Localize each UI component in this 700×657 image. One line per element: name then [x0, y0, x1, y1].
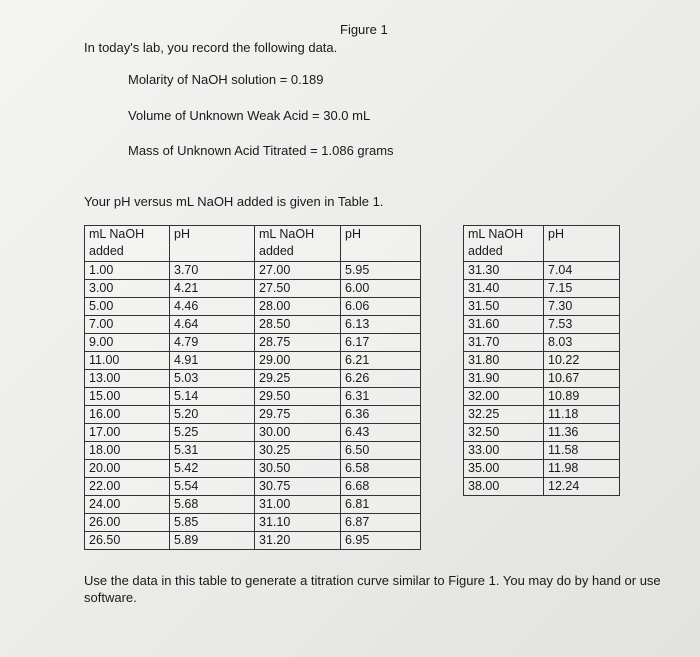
table-row: [464, 424, 620, 442]
cell-ml-naoh: 38.00: [464, 478, 544, 496]
cell-ph: 11.58: [544, 442, 620, 460]
cell-ml-naoh: 30.75: [255, 478, 341, 496]
cell-ph: 5.95: [341, 262, 421, 280]
intro-text: In today's lab, you record the following data.: [84, 40, 338, 55]
table-row: [464, 298, 620, 316]
cell-ph: 5.14: [170, 388, 255, 406]
cell-ml-naoh: 5.00: [85, 298, 170, 316]
table-row: [464, 370, 620, 388]
cell-ph: 5.42: [170, 460, 255, 478]
cell-ph: 7.15: [544, 280, 620, 298]
cell-ml-naoh: 30.25: [255, 442, 341, 460]
header-ml-naoh: mL NaOH added: [464, 226, 544, 262]
cell-ml-naoh: 18.00: [85, 442, 170, 460]
table-row: [85, 460, 421, 478]
cell-ph: 5.85: [170, 514, 255, 532]
cell-ph: 6.95: [341, 532, 421, 550]
table-row: [85, 334, 421, 352]
header-ml-naoh: mL NaOH added: [85, 226, 170, 262]
cell-ph: 11.98: [544, 460, 620, 478]
cell-ph: 4.79: [170, 334, 255, 352]
cell-ph: 11.18: [544, 406, 620, 424]
cell-ml-naoh: 33.00: [464, 442, 544, 460]
table-row: [85, 424, 421, 442]
cell-ph: 6.21: [341, 352, 421, 370]
table-header-row: [85, 226, 421, 262]
header-ph: pH: [170, 226, 255, 262]
cell-ph: 6.58: [341, 460, 421, 478]
cell-ph: 4.91: [170, 352, 255, 370]
cell-ph: 7.04: [544, 262, 620, 280]
data-table-right: [463, 225, 620, 496]
cell-ml-naoh: 28.50: [255, 316, 341, 334]
cell-ml-naoh: 20.00: [85, 460, 170, 478]
cell-ph: 5.89: [170, 532, 255, 550]
cell-ml-naoh: 26.00: [85, 514, 170, 532]
mass-line: Mass of Unknown Acid Titrated = 1.086 grams: [128, 143, 394, 158]
cell-ph: 6.81: [341, 496, 421, 514]
cell-ml-naoh: 31.00: [255, 496, 341, 514]
header-ph: pH: [544, 226, 620, 262]
cell-ph: 6.68: [341, 478, 421, 496]
cell-ph: 6.31: [341, 388, 421, 406]
cell-ph: 7.30: [544, 298, 620, 316]
cell-ml-naoh: 15.00: [85, 388, 170, 406]
cell-ph: 6.26: [341, 370, 421, 388]
cell-ph: 5.54: [170, 478, 255, 496]
instructions-footnote: Use the data in this table to generate a titration curve similar to Figure 1. You may do by hand or use software.: [84, 573, 661, 605]
volume-line: Volume of Unknown Weak Acid = 30.0 mL: [128, 108, 371, 123]
cell-ph: 5.20: [170, 406, 255, 424]
table-row: [464, 406, 620, 424]
table-row: [85, 478, 421, 496]
cell-ml-naoh: 28.00: [255, 298, 341, 316]
table-row: [85, 442, 421, 460]
table-row: [85, 370, 421, 388]
cell-ml-naoh: 31.50: [464, 298, 544, 316]
table-row: [85, 316, 421, 334]
cell-ph: 8.03: [544, 334, 620, 352]
cell-ml-naoh: 31.20: [255, 532, 341, 550]
table-row: [464, 460, 620, 478]
table-row: [85, 514, 421, 532]
header-ml-naoh: mL NaOH added: [255, 226, 341, 262]
cell-ph: 10.67: [544, 370, 620, 388]
cell-ml-naoh: 31.70: [464, 334, 544, 352]
table-row: [85, 496, 421, 514]
cell-ml-naoh: 35.00: [464, 460, 544, 478]
data-table-left: [84, 225, 421, 550]
cell-ph: 5.25: [170, 424, 255, 442]
table-row: [464, 388, 620, 406]
cell-ph: 6.17: [341, 334, 421, 352]
cell-ph: 3.70: [170, 262, 255, 280]
table-row: [464, 262, 620, 280]
cell-ml-naoh: 31.40: [464, 280, 544, 298]
cell-ml-naoh: 29.75: [255, 406, 341, 424]
figure-label: Figure 1: [340, 22, 388, 37]
cell-ml-naoh: 32.25: [464, 406, 544, 424]
table-intro-text: Your pH versus mL NaOH added is given in Table 1.: [84, 194, 384, 209]
cell-ml-naoh: 27.00: [255, 262, 341, 280]
cell-ml-naoh: 29.00: [255, 352, 341, 370]
cell-ph: 5.03: [170, 370, 255, 388]
cell-ph: 10.89: [544, 388, 620, 406]
cell-ml-naoh: 29.50: [255, 388, 341, 406]
cell-ml-naoh: 32.00: [464, 388, 544, 406]
cell-ph: 4.46: [170, 298, 255, 316]
cell-ph: 12.24: [544, 478, 620, 496]
cell-ml-naoh: 31.90: [464, 370, 544, 388]
table-row: [85, 262, 421, 280]
table-row: [85, 388, 421, 406]
cell-ml-naoh: 1.00: [85, 262, 170, 280]
table-row: [464, 442, 620, 460]
cell-ph: 7.53: [544, 316, 620, 334]
cell-ml-naoh: 22.00: [85, 478, 170, 496]
cell-ph: 6.13: [341, 316, 421, 334]
cell-ml-naoh: 32.50: [464, 424, 544, 442]
table-row: [85, 298, 421, 316]
table-row: [85, 532, 421, 550]
table-row: [85, 352, 421, 370]
cell-ph: 5.31: [170, 442, 255, 460]
cell-ml-naoh: 31.10: [255, 514, 341, 532]
cell-ml-naoh: 17.00: [85, 424, 170, 442]
cell-ph: 6.36: [341, 406, 421, 424]
cell-ml-naoh: 11.00: [85, 352, 170, 370]
table-row: [464, 478, 620, 496]
cell-ml-naoh: 30.00: [255, 424, 341, 442]
cell-ml-naoh: 27.50: [255, 280, 341, 298]
table-row: [464, 316, 620, 334]
table-row: [464, 352, 620, 370]
cell-ml-naoh: 31.60: [464, 316, 544, 334]
cell-ml-naoh: 28.75: [255, 334, 341, 352]
cell-ml-naoh: 29.25: [255, 370, 341, 388]
cell-ml-naoh: 31.80: [464, 352, 544, 370]
cell-ml-naoh: 7.00: [85, 316, 170, 334]
cell-ph: 6.00: [341, 280, 421, 298]
cell-ph: 6.50: [341, 442, 421, 460]
molarity-line: Molarity of NaOH solution = 0.189: [128, 72, 324, 87]
cell-ph: 5.68: [170, 496, 255, 514]
cell-ph: 6.87: [341, 514, 421, 532]
header-ph: pH: [341, 226, 421, 262]
cell-ph: 4.64: [170, 316, 255, 334]
cell-ph: 10.22: [544, 352, 620, 370]
cell-ml-naoh: 16.00: [85, 406, 170, 424]
cell-ml-naoh: 30.50: [255, 460, 341, 478]
cell-ph: 6.06: [341, 298, 421, 316]
table-row: [85, 280, 421, 298]
table-row: [464, 280, 620, 298]
cell-ml-naoh: 13.00: [85, 370, 170, 388]
table-header-row: [464, 226, 620, 262]
cell-ml-naoh: 31.30: [464, 262, 544, 280]
cell-ml-naoh: 3.00: [85, 280, 170, 298]
cell-ml-naoh: 26.50: [85, 532, 170, 550]
cell-ph: 11.36: [544, 424, 620, 442]
table-row: [85, 406, 421, 424]
cell-ph: 6.43: [341, 424, 421, 442]
table-row: [464, 334, 620, 352]
cell-ml-naoh: 24.00: [85, 496, 170, 514]
cell-ml-naoh: 9.00: [85, 334, 170, 352]
cell-ph: 4.21: [170, 280, 255, 298]
